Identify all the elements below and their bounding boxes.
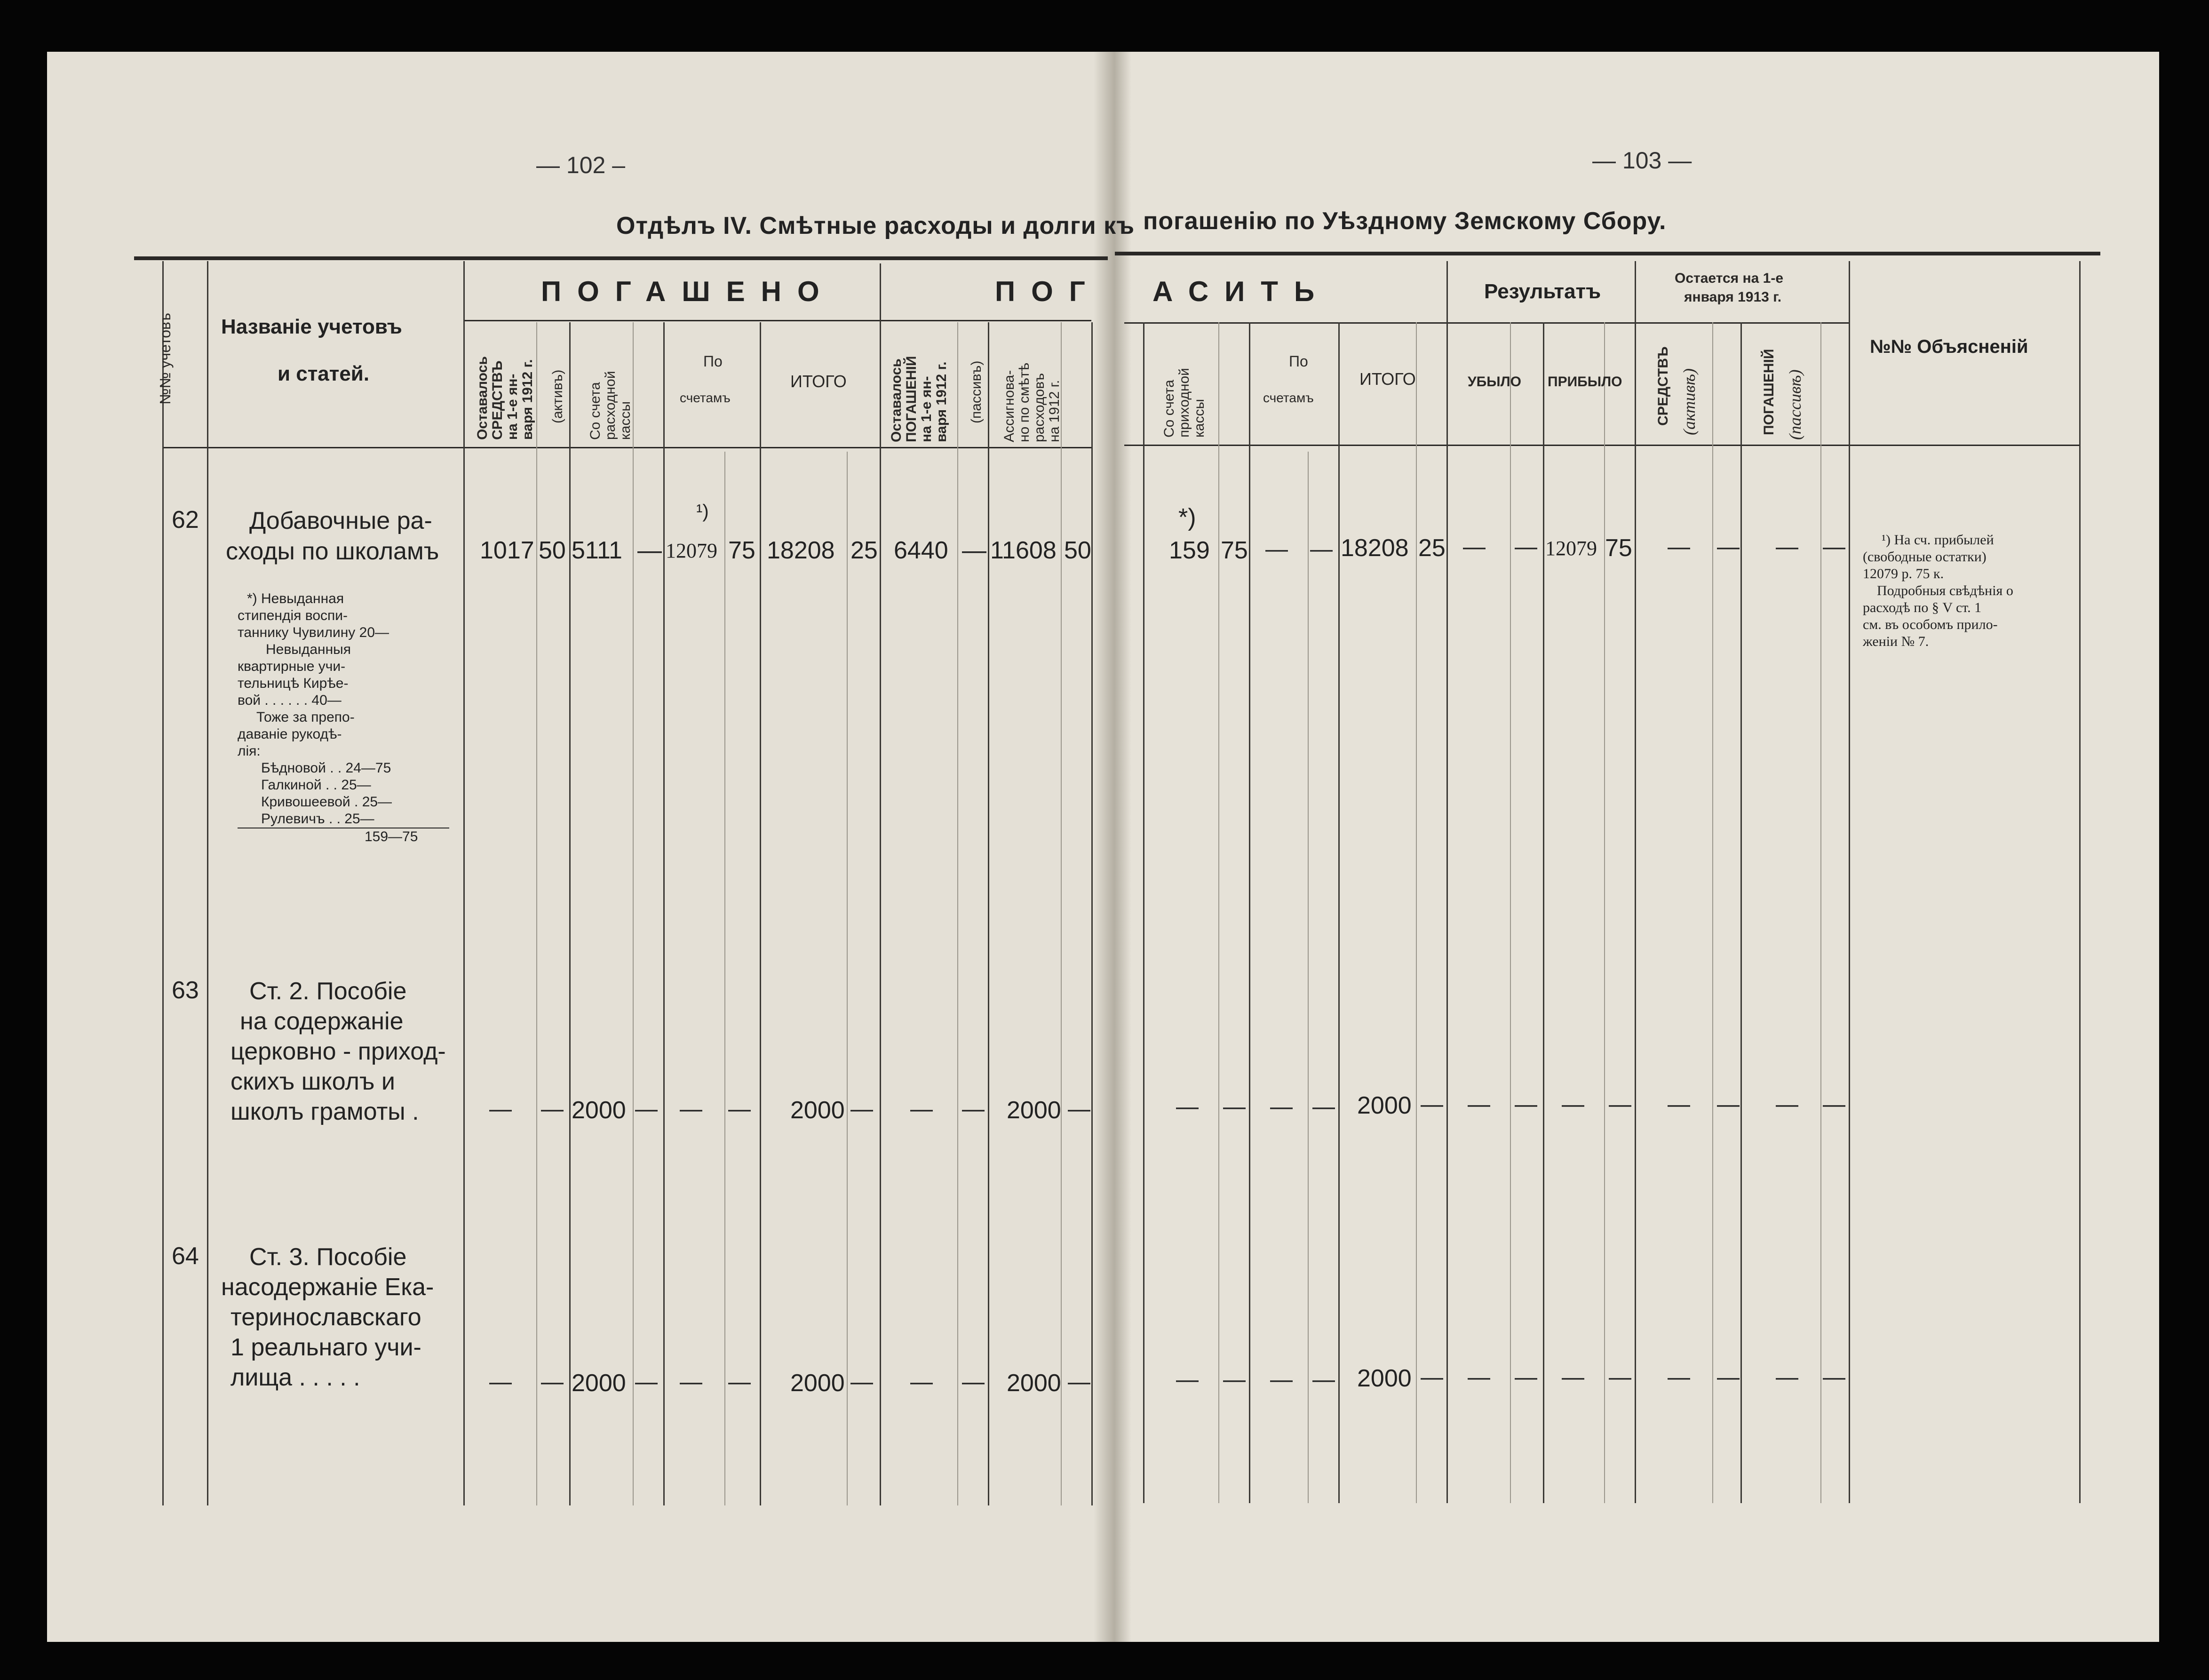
aktiv-header: (активъ)	[550, 369, 565, 423]
row-62-schetam: 12079	[666, 539, 717, 562]
po-schetam-header-2: счетамъ	[680, 390, 731, 405]
note-62: *) Невыданная стипендія воспи- таннику Чувилину 20— Невыданныя квартирные учи- тельницѣ Кирѣе- вой . . . . . . 40— Тоже за препо- даваніе рукодѣ- лія: Бѣдновой . . 24—75 Галкиной . . 25— Кривошеевой . 25— Рулевичъ . . 25— 159—75	[238, 590, 454, 845]
row-63-num: 63	[172, 977, 199, 1004]
row-62-footmark: ¹)	[696, 501, 709, 522]
row-62-pribylo-kop: 75	[1605, 534, 1632, 562]
num-column-header: №№ учетовъ	[157, 313, 174, 405]
subheader-rule-right	[1124, 322, 1849, 324]
aktive-header: (активѣ)	[1680, 368, 1699, 435]
obyasneniy-header: №№ Объясненій	[1870, 336, 2028, 357]
row-62-prih: 159	[1169, 537, 1210, 564]
title-right: погашенію по Уѣздному Земскому Сбору.	[1143, 207, 1667, 235]
row-62-rash: 5111	[572, 537, 622, 564]
row-62-pogash: 6440	[894, 537, 948, 564]
row-62-sredstv: 1017	[480, 537, 534, 564]
page-number-right: — 103 —	[1592, 147, 1692, 174]
passive-header: (пассивѣ)	[1786, 369, 1804, 440]
ostaetsya-header-2: января 1913 г.	[1684, 289, 1782, 305]
row-63-assign: 2000	[1007, 1097, 1061, 1124]
passiv-header: (пассивъ)	[969, 360, 984, 423]
row-62-name-1: Добавочные ра-	[249, 507, 432, 534]
row-64-num: 64	[172, 1242, 199, 1270]
row-62-assign-kop: 50	[1064, 537, 1091, 564]
row-64-rash: 2000	[572, 1369, 626, 1397]
so-scheta-rash-header: Со счета расходной кассы	[588, 371, 633, 440]
row-62-assign: 11608	[990, 537, 1057, 564]
itogo-header-left: ИТОГО	[790, 372, 847, 391]
so-scheta-prih-header: Со счета приходной кассы	[1161, 368, 1207, 438]
name-column-header-1: Названіе учетовъ	[221, 315, 402, 338]
row-62-schetam-r: —	[1265, 537, 1288, 562]
row-62-star: *)	[1178, 504, 1196, 531]
row-64-assign: 2000	[1007, 1369, 1061, 1397]
row-62-rash-kop: —	[637, 537, 662, 564]
title-left: Отдѣлъ IV. Смѣтные расходы и долги къ	[616, 212, 1135, 239]
row-62-itogo: 18208	[767, 537, 835, 564]
row-62-sredstv-kop: 50	[539, 537, 566, 564]
ostaetsya-header-1: Остается на 1-е	[1675, 271, 1784, 286]
explanation-62: ¹) На сч. прибылей (свободные остатки) 12079 р. 75 к. Подробныя свѣдѣнія о расходѣ по § V ст. 1 см. въ особомъ прило- женіи № 7.	[1863, 532, 2013, 649]
row-62-ubylo: —	[1463, 534, 1486, 559]
asit-header: АСИТЬ	[1152, 276, 1331, 307]
ostavalos-pogash-header: Оставалось ПОГАШЕНІЙ на 1-е ян- варя 1912 г.	[889, 356, 949, 442]
subheader-rule-left	[463, 320, 1091, 321]
row-62-ost-pogash: —	[1776, 534, 1798, 559]
top-rule-right	[1115, 252, 2100, 255]
po-schetam-right-header-2: счетамъ	[1263, 390, 1314, 405]
row-62-ost-sredstv: —	[1668, 534, 1690, 559]
header-rule-right	[1124, 445, 2079, 446]
row-62-itogo-kop: 25	[850, 537, 878, 564]
row-62-ubylo-kop: —	[1515, 534, 1537, 559]
row-64-itogo-r: 2000	[1357, 1365, 1412, 1392]
pogasheniy-header: ПОГАШЕНІЙ	[1761, 349, 1777, 435]
row-62-pogash-kop: —	[962, 537, 986, 564]
pribylo-header: ПРИБЫЛО	[1548, 374, 1622, 390]
page-number-left: — 102 –	[536, 152, 626, 178]
row-62-schetam-r-kop: —	[1310, 537, 1333, 562]
itogo-header-right: ИТОГО	[1359, 369, 1416, 389]
ubylo-header: УБЫЛО	[1468, 374, 1521, 390]
row-62-itogo-r: 18208	[1341, 534, 1409, 562]
row-62-itogo-r-kop: 25	[1418, 534, 1446, 562]
pogasheno-header: ПОГАШЕНО	[541, 276, 835, 307]
row-63-itogo: 2000	[790, 1097, 845, 1124]
po-schetam-right-header: По	[1289, 353, 1308, 370]
row-62-name-2: сходы по школамъ	[226, 538, 439, 565]
rezultat-header: Результатъ	[1484, 280, 1601, 303]
row-64-itogo: 2000	[790, 1369, 845, 1397]
row-62-ost-sredstv-kop: —	[1717, 534, 1740, 559]
row-63-name: Ст. 2. Пособіе на содержаніе церковно - приход- скихъ школъ и школъ грамоты .	[230, 978, 446, 1125]
po-schetam-header: По	[703, 353, 723, 370]
row-63-rash: 2000	[572, 1097, 626, 1124]
sredstv-header: СРЕДСТВЪ	[1655, 346, 1671, 426]
assign-header: Ассигнова- но по смѣтѣ расходовъ на 1912 г.	[1001, 363, 1062, 442]
row-64-name: Ст. 3. Пособіе насодержаніе Ека- теринославскаго 1 реальнаго учи- лища . . . . .	[221, 1243, 434, 1391]
header-rule-left	[162, 447, 1091, 448]
row-62-prih-kop: 75	[1221, 537, 1248, 564]
pog-header: ПОГ	[995, 276, 1101, 307]
row-63-itogo-r: 2000	[1357, 1092, 1412, 1119]
row-62-num: 62	[172, 506, 199, 533]
row-62-ost-pogash-kop: —	[1823, 534, 1845, 559]
row-62-schetam-kop: 75	[728, 537, 755, 564]
row-62-pribylo: 12079	[1545, 537, 1597, 560]
top-rule-left	[134, 256, 1108, 260]
name-column-header-2: и статей.	[278, 362, 370, 385]
ostavalos-sredstv-header: Оставалось СРЕДСТВЪ на 1-е ян- варя 1912 г.	[475, 356, 535, 440]
